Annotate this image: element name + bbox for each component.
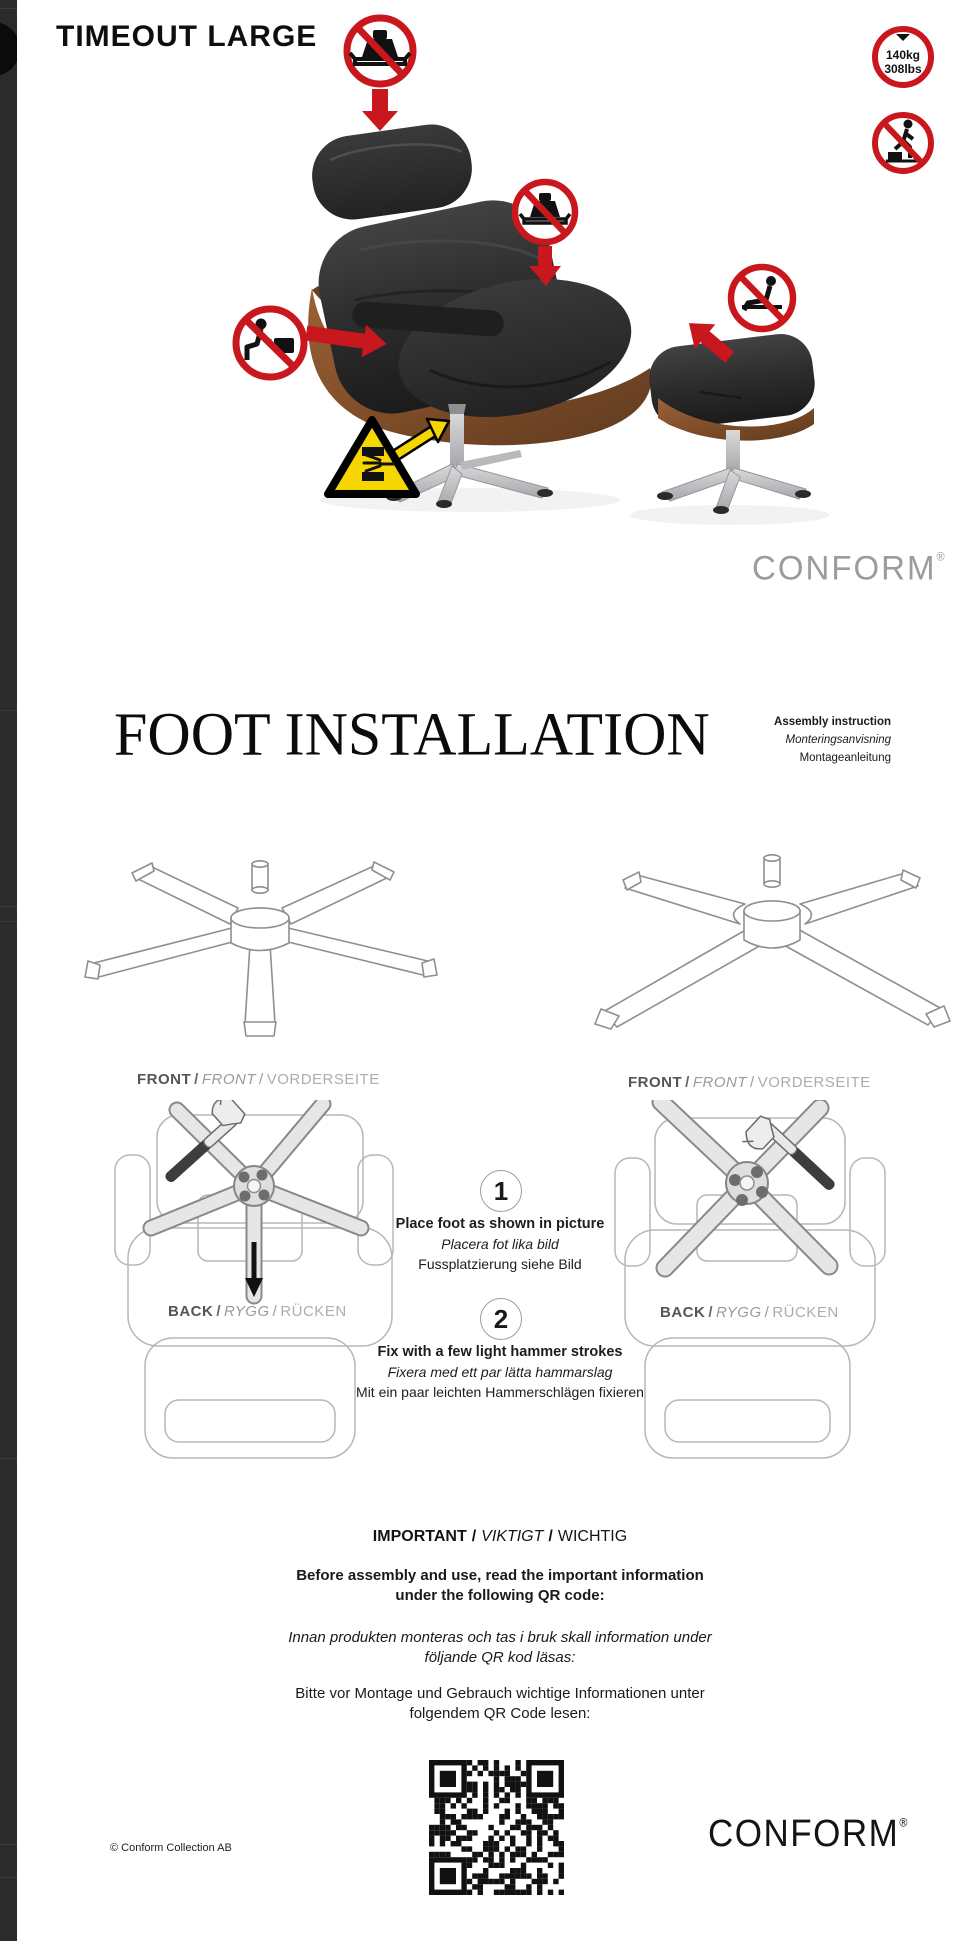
step-2-number: 2 — [480, 1298, 522, 1340]
weight-limit-badge — [875, 29, 931, 85]
step-2-text: Fix with a few light hammer strokes Fixera med ett par lätta hammarslag Mit ein paar leichten Hammerschlägen fixieren — [356, 1344, 644, 1400]
qr-code — [429, 1760, 564, 1895]
placement-diagram-four-star — [605, 1100, 895, 1462]
ottoman-photo — [646, 330, 819, 514]
important-text-sv: Innan produkten monteras och tas i bruk skall information under följande QR kod läsas: — [288, 1629, 712, 1666]
four-star-base-drawing — [575, 828, 960, 1053]
subheading-sv: Monteringsanvisning — [785, 733, 891, 746]
subheading-en: Assembly instruction — [774, 716, 891, 728]
copyright-note: © Conform Collection AB — [110, 1842, 232, 1854]
arrow-down-icon — [362, 89, 398, 131]
back-label-left: BACK / RYGG / RÜCKEN — [168, 1303, 347, 1320]
section-subheading — [774, 714, 891, 767]
step-1-text: Place foot as shown in picture Placera fot lika bild Fussplatzierung siehe Bild — [395, 1216, 605, 1272]
front-label-right: FRONT / FRONT / VORDERSEITE — [628, 1074, 871, 1091]
weight-limit-lbs: 308lbs — [884, 62, 922, 76]
no-load-headrest-icon — [347, 18, 413, 131]
important-text-en: Before assembly and use, read the important information under the following QR code: — [296, 1567, 704, 1604]
five-star-base-drawing — [60, 828, 470, 1053]
no-standing-icon — [875, 115, 931, 171]
back-label-right: BACK / RYGG / RÜCKEN — [660, 1304, 839, 1321]
hero-illustration — [0, 0, 960, 620]
viewer-edge-circle-icon — [0, 22, 17, 76]
weight-limit-kg: 140kg — [885, 48, 921, 62]
brand-logo-gray: CONFORM® — [752, 548, 947, 587]
viewer-edge-strip — [0, 0, 17, 1941]
important-heading: IMPORTANT / VIKTIGT / WICHTIG — [372, 1528, 628, 1545]
section-heading: FOOT INSTALLATION — [114, 700, 710, 768]
brand-logo-black: CONFORM® — [708, 1812, 909, 1855]
important-text-de: Bitte vor Montage und Gebrauch wichtige Informationen unter folgendem QR Code lesen: — [295, 1685, 705, 1722]
front-label-left: FRONT / FRONT / VORDERSEITE — [137, 1071, 380, 1088]
subheading-de: Montageanleitung — [799, 751, 891, 764]
placement-diagram-five-star — [95, 1100, 405, 1462]
step-1-number: 1 — [480, 1170, 522, 1212]
page-title: TIMEOUT LARGE — [56, 20, 318, 53]
